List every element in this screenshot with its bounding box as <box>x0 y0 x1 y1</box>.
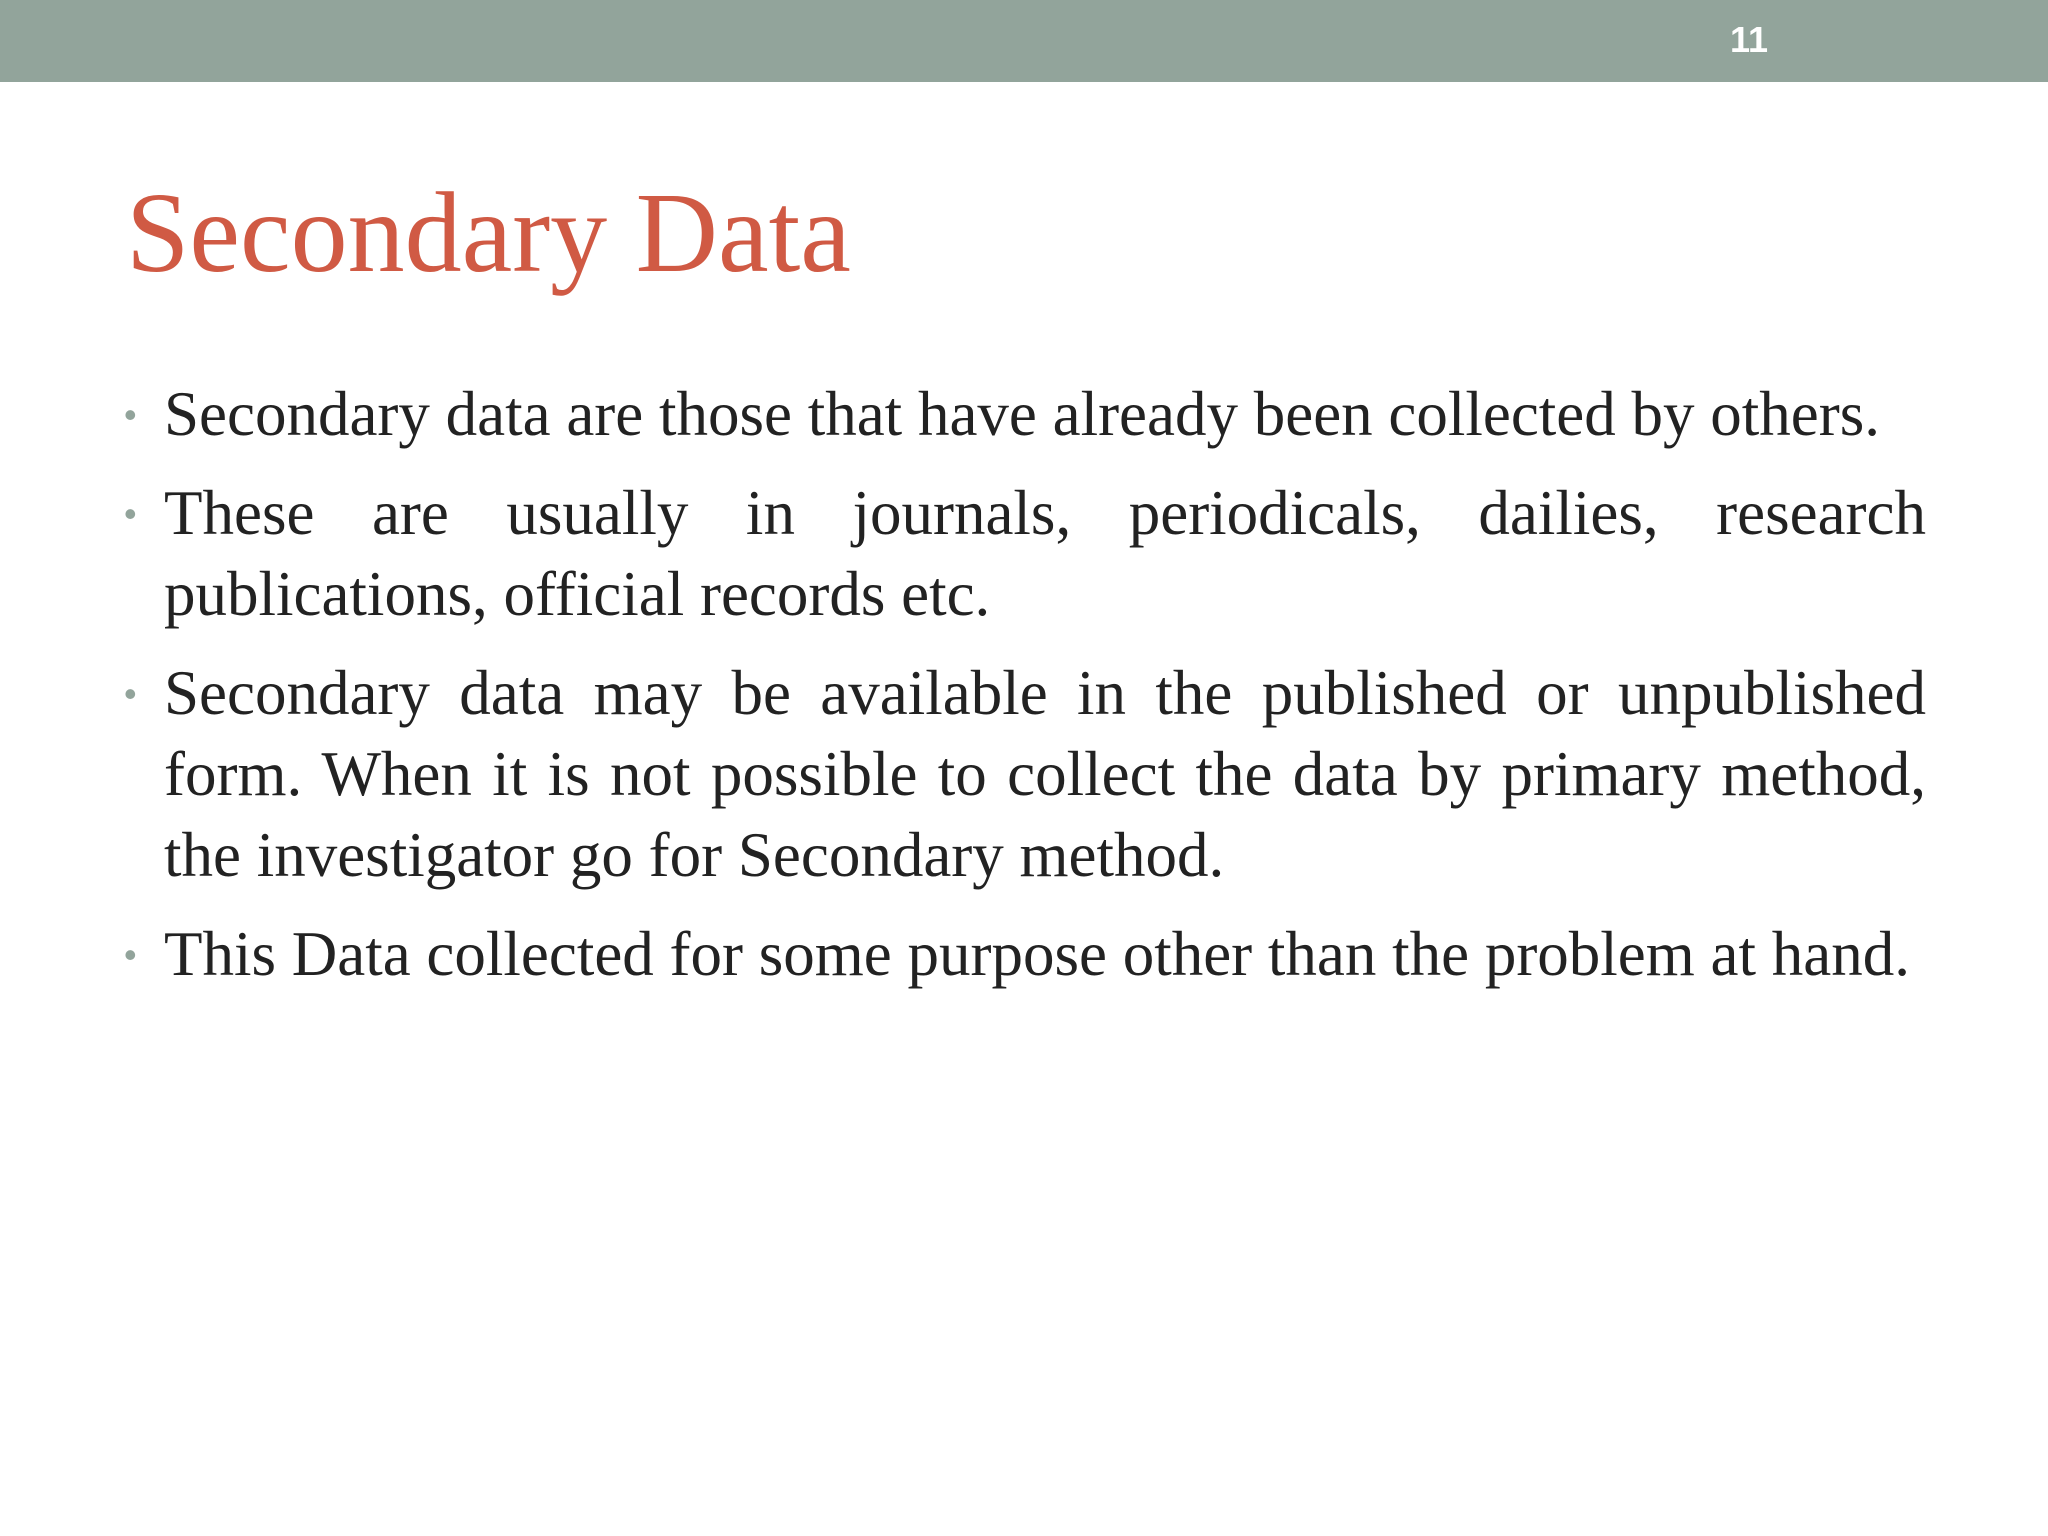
bullet-item <box>122 653 1926 896</box>
bullet-item <box>122 914 1926 995</box>
bullet-icon: • <box>124 493 137 534</box>
bullet-icon: • <box>124 394 137 435</box>
bullet-item <box>122 374 1926 455</box>
bullet-list <box>122 374 1926 1013</box>
bullet-text: Secondary data are those that have already been collected by others. <box>164 379 1880 449</box>
bullet-icon: • <box>124 934 137 975</box>
bullet-text: Secondary data may be available in the published or unpublished form. When it is not possible to collect the data by primary method, the investigator go for Secondary method. <box>164 658 1926 890</box>
bullet-icon: • <box>124 673 137 714</box>
bullet-text: These are usually in journals, periodicals, dailies, research publications, official records etc. <box>164 478 1926 629</box>
bullet-text: This Data collected for some purpose other than the problem at hand. <box>164 919 1910 989</box>
header-bar <box>0 0 2048 82</box>
slide-number: 11 <box>1729 19 1768 60</box>
bullet-item <box>122 473 1926 635</box>
slide-title: Secondary Data <box>126 169 851 296</box>
